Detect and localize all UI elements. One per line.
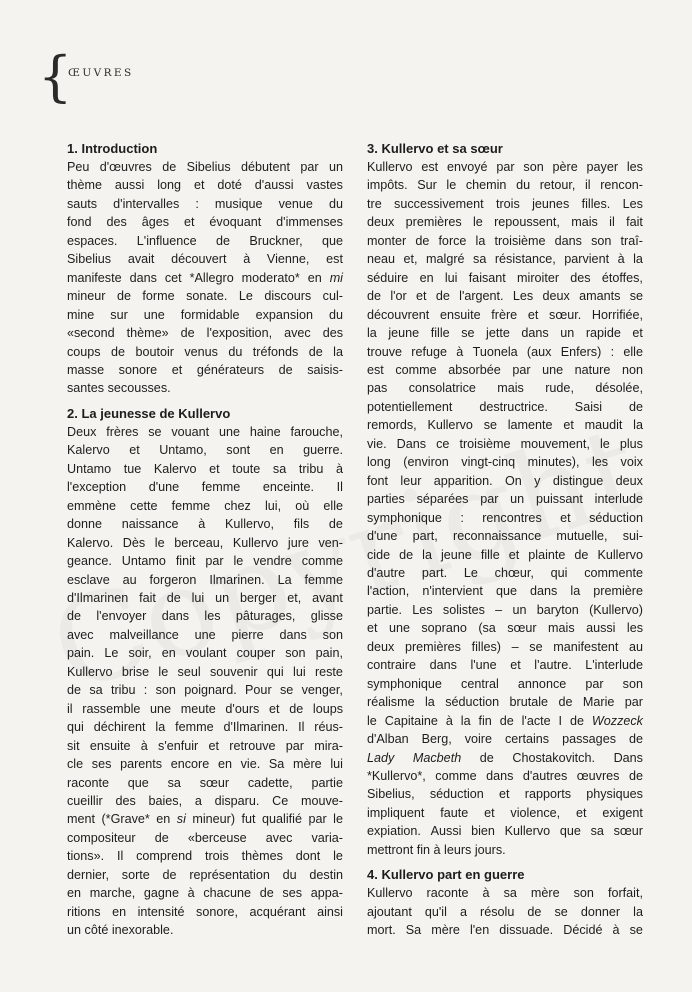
text-line: raconte que sa sœur cadette, partie: [67, 775, 343, 790]
text-line: mettront fin à leurs jours.: [367, 842, 506, 857]
text-line: esclave au forgeron Ilmarinen. La femme: [67, 572, 343, 587]
text-line: l'exception d'une femme enceinte. Il: [67, 480, 343, 495]
text-line: geance. Untamo finit par le vendre comme: [67, 554, 343, 569]
column-left: [67, 140, 343, 947]
text-line: manifeste dans cet *Allegro moderato* en mi: [67, 270, 343, 285]
text-line: de l'or et de l'argent. Les deux amants se: [367, 289, 643, 304]
text-line: ritions en intensité sonore, acquérant ainsi: [67, 904, 343, 919]
text-line: d'autre part. Le chœur, qui commente: [367, 565, 643, 580]
text-line: impôts. Sur le chemin du retour, il rencon-: [367, 178, 643, 193]
text-line: potentiellement destructrice. Saisi de: [367, 399, 643, 414]
text-line: mine sur une formidable expansion du: [67, 307, 343, 322]
text-line: deux premières le repoussent, mais il fait: [367, 215, 643, 230]
text-line: donne naissance à Kullervo, fils de: [67, 517, 343, 532]
text-line: Deux frères se vouant une haine farouche,: [67, 424, 343, 439]
text-line: expiation. Aussi bien Kullervo que sa sœur: [367, 824, 643, 839]
article-section: [67, 405, 343, 940]
text-line: Kalervo. Dès le berceau, Kullervo jure ven-: [67, 535, 343, 550]
text-line: vie. Dans ce troisième mouvement, le plus: [367, 436, 643, 451]
text-line: la jeune fille se jette dans un rapide et: [367, 326, 643, 341]
text-line: Sibelius, séduction et rapports physiques: [367, 787, 643, 802]
text-line: cle ses parents encore en vie. Sa mère lui: [67, 757, 343, 772]
column-right: [367, 140, 643, 947]
text-line: «second thème» de l'exposition, avec des: [67, 326, 343, 341]
text-line: espaces. L'influence de Bruckner, que: [67, 233, 343, 248]
text-line: réalisme la séduction brutale de Marie par: [367, 695, 643, 710]
section-heading: 1. Introduction: [67, 141, 158, 156]
text-line: pas consolatrice mais rude, désolée,: [367, 381, 643, 396]
text-line: tions». Il comprend trois thèmes dont le: [67, 849, 343, 864]
text-line: est comme absorbée par une nature non: [367, 362, 643, 377]
brace-ornament: {: [38, 45, 73, 108]
text-line: dernier, sorte de représentation du destin: [67, 867, 343, 882]
article-section: [67, 140, 343, 398]
text-line: symphonique : rencontres et séduction: [367, 510, 643, 525]
text-line: Peu d'œuvres de Sibelius débutent par un: [67, 160, 343, 174]
section-heading: 2. La jeunesse de Kullervo: [67, 405, 231, 421]
text-line: avec malveillance une pierre dans son: [67, 627, 343, 642]
text-line: *Kullervo*, comme dans d'autres œuvres de: [367, 768, 643, 783]
text-line: font leur apparition. On y distingue deux: [367, 473, 643, 488]
text-line: santes secousses.: [67, 381, 171, 396]
text-line: pain. Le soir, en voulant couper son pain,: [67, 646, 343, 661]
section-heading: 4. Kullervo part en guerre: [367, 867, 525, 883]
section-heading: 3. Kullervo et sa sœur: [367, 141, 503, 156]
text-line: ment (*Grave* en si mineur) fut qualifié par le: [67, 812, 343, 827]
text-line: mineur de forme sonate. Le discours cul-: [67, 289, 343, 304]
text-line: emmène cette femme chez lui, où elle: [67, 498, 343, 513]
text-line: d'Ilmarinen fait de lui un berger et, avant: [67, 590, 343, 605]
text-line: remords, Kullervo se lamente et maudit la: [367, 418, 643, 433]
article-section: [367, 866, 643, 939]
text-line: sauts d'intervalles : musique venue du: [67, 196, 343, 211]
text-line: de l'envoyer dans les pâturages, glisse: [67, 609, 343, 624]
text-line: il rassemble une meute d'ours et de loups: [67, 701, 343, 716]
text-line: Kullervo raconte à sa mère son forfait,: [367, 886, 643, 901]
text-line: qui déchirent la femme d'Ilmarinen. Il réus-: [67, 720, 343, 735]
text-line: Kullervo est envoyé par son père payer les: [367, 160, 643, 174]
text-line: deux premières filles) – se manifestent au: [367, 639, 643, 654]
text-line: l'action, n'intervient que dans la première: [367, 584, 643, 599]
text-line: le Capitaine à la fin de l'acte I de Wozzeck: [367, 713, 643, 728]
text-line: de sa tribu : son poignard. Pour se venger,: [67, 683, 343, 698]
text-line: symphonique central annonce par son: [367, 676, 643, 691]
text-line: Kalervo et Untamo, sont en guerre.: [67, 443, 343, 458]
text-line: parties séparées par un puissant interlude: [367, 492, 643, 507]
text-line: séduire en lui faisant miroiter des étoffes,: [367, 270, 643, 285]
text-line: Untamo tue Kalervo et toute sa tribu à: [67, 461, 343, 476]
text-line: fond des âges et évoquant d'immenses: [67, 215, 343, 230]
text-line: compositeur de «berceuse avec varia-: [67, 830, 343, 845]
text-line: thème aussi long et doté d'aussi vastes: [67, 178, 343, 193]
text-line: d'une part, reconnaissance mutuelle, sui-: [367, 529, 643, 544]
text-line: sit ensuite à s'enfuir et retrouve par mira-: [67, 738, 343, 753]
text-line: ajoutant qu'il a résolu de se donner la: [367, 904, 643, 919]
text-line: masse sonore et générateurs de saisis-: [67, 362, 343, 377]
text-line: et une soprano (sa sœur mais aussi les: [367, 621, 643, 636]
text-line: tre successivement trois jeunes filles. Les: [367, 196, 643, 211]
text-line: cueillir des baies, a disparu. Ce mouve-: [67, 793, 343, 808]
text-line: monter de force la troisième dans son traî-: [367, 233, 643, 248]
text-line: un côté inexorable.: [67, 923, 174, 938]
text-line: partie. Les solistes – un baryton (Kullervo): [367, 602, 643, 617]
text-line: Lady Macbeth de Chostakovitch. Dans: [367, 750, 643, 765]
text-line: impliquent faute et violence, et exigent: [367, 805, 643, 820]
text-line: neau et, malgré sa résistance, parvient à la: [367, 252, 643, 267]
text-line: en marche, gagne à chacune de ses appa-: [67, 886, 343, 901]
text-line: long (environ vingt-cinq minutes), les voix: [367, 455, 643, 470]
text-line: contraire dans l'une et l'autre. L'interlude: [367, 658, 643, 673]
article-section: [367, 140, 643, 859]
text-line: découvrent ensuite frère et sœur. Horrifiée,: [367, 307, 643, 322]
text-line: trouve refuge à Tuonela (aux Enfers) : elle: [367, 344, 643, 359]
text-line: cide de la jeune fille et plainte de Kullervo: [367, 547, 643, 562]
text-line: mort. Sa mère l'en dissuade. Décidé à se: [367, 923, 643, 938]
text-line: Sibelius avait découvert à Vienne, est: [67, 252, 343, 267]
text-line: coups de boutoir venus du tréfonds de la: [67, 344, 343, 359]
text-line: d'Alban Berg, voire certains passages de: [367, 732, 643, 747]
text-line: Kullervo brise le seul souvenir qui lui reste: [67, 664, 343, 679]
section-label: ŒUVRES: [68, 67, 134, 79]
